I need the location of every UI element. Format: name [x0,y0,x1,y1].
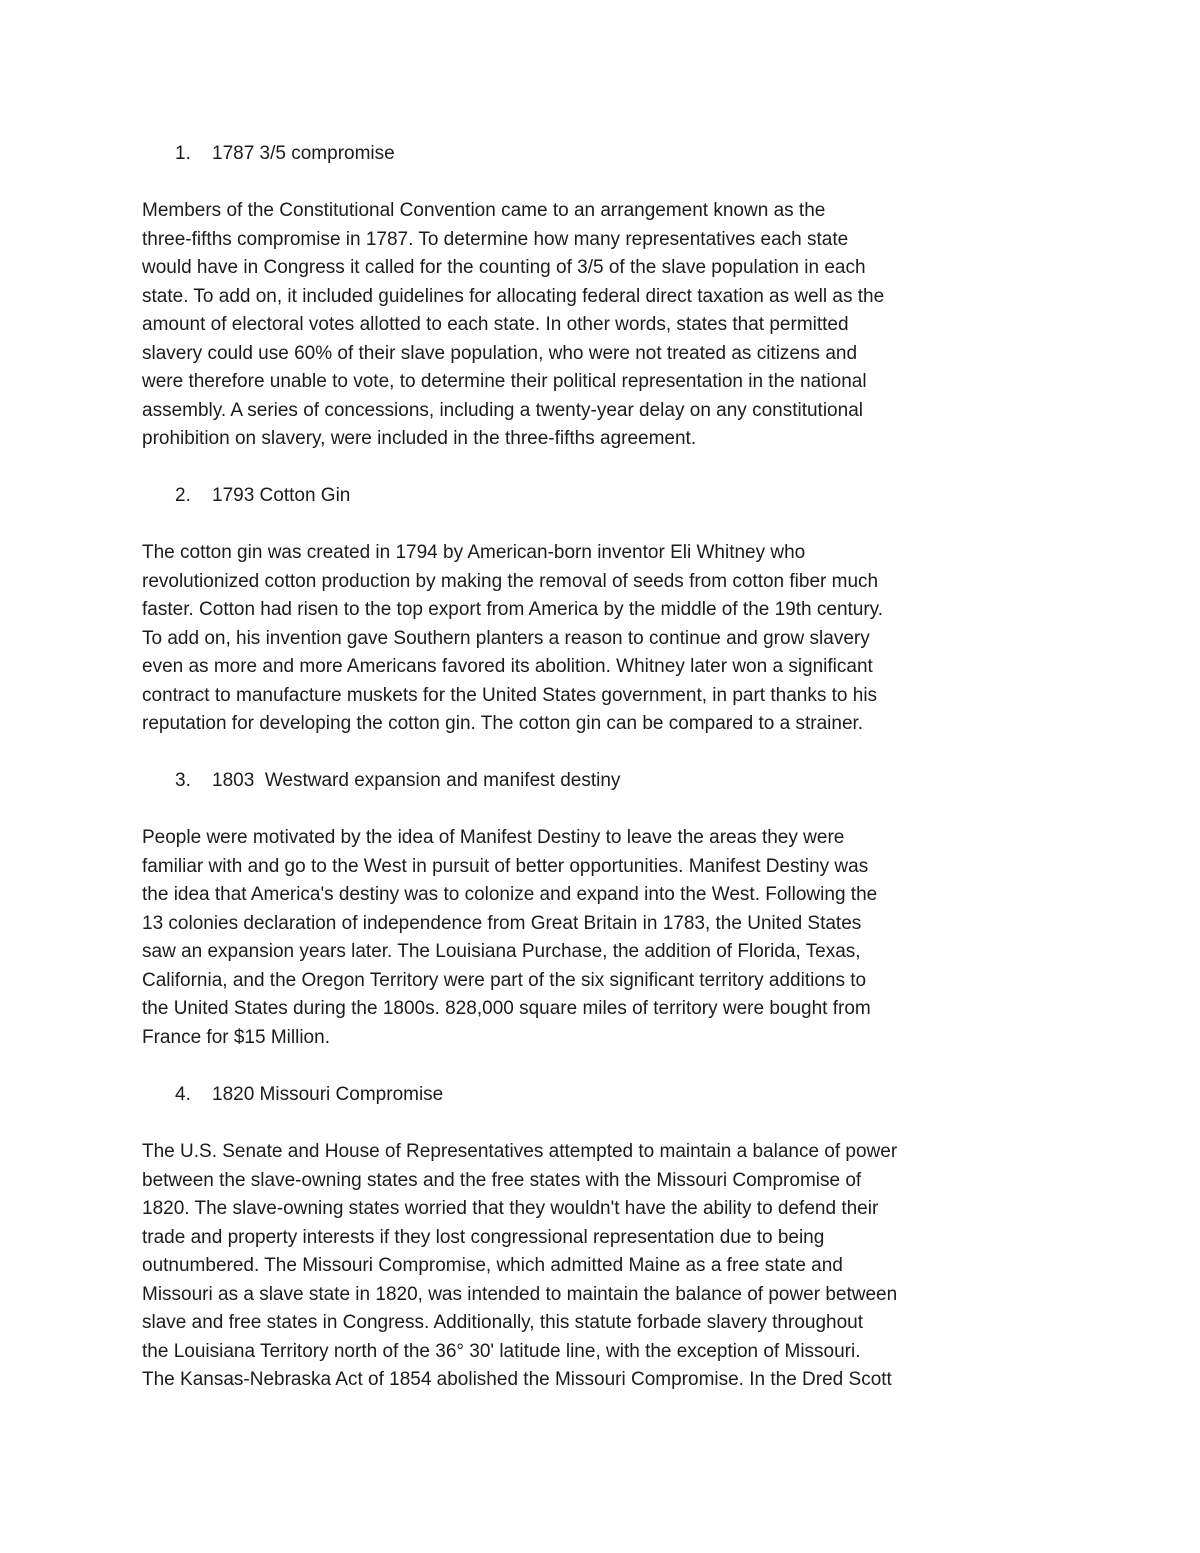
text-line: slave and free states in Congress. Additionally, this statute forbade slavery throughout [142,1312,864,1333]
text-line: To add on, his invention gave Southern planters a reason to continue and grow slavery [142,627,870,649]
text-line: even as more and more Americans favored its abolition. Whitney later won a significant [142,656,873,677]
section-paragraph-1 [142,197,884,454]
text-line: slavery could use 60% of their slave population, who were not treated as citizens and [142,342,858,364]
text-line: amount of electoral votes allotted to each state. In other words, states that permitted [142,314,849,335]
section-number: 3. [175,770,191,791]
section-title: 1820 Missouri Compromise [212,1084,444,1105]
text-line: familiar with and go to the West in pursuit of better opportunities. Manifest Destiny was [142,855,869,877]
text-line: Missouri as a slave state in 1820, was intended to maintain the balance of power between [142,1283,898,1305]
text-line: contract to manufacture muskets for the United States government, in part thanks to his [142,684,878,706]
text-line: state. To add on, it included guidelines for allocating federal direct taxation as well as the [142,285,885,307]
text-line: assembly. A series of concessions, including a twenty-year delay on any constitutional [142,399,863,421]
text-line: People were motivated by the idea of Manifest Destiny to leave the areas they were [142,827,845,848]
section-title: 1803 Westward expansion and manifest destiny [212,770,621,791]
section-number: 1. [175,143,191,164]
text-line: Members of the Constitutional Convention came to an arrangement known as the [142,200,826,221]
text-line: the idea that America's destiny was to colonize and expand into the West. Following the [142,884,878,905]
section-heading-1 [175,140,395,168]
text-line: three-fifths compromise in 1787. To determine how many representatives each state [142,228,849,250]
section-title: 1787 3/5 compromise [212,143,395,164]
text-line: California, and the Oregon Territory were part of the six significant territory additions to [142,969,867,991]
text-line: The cotton gin was created in 1794 by American-born inventor Eli Whitney who [142,542,806,563]
section-paragraph-2 [142,539,883,739]
section-title: 1793 Cotton Gin [212,485,351,506]
section-paragraph-4 [142,1138,897,1395]
text-line: revolutionized cotton production by making the removal of seeds from cotton fiber much [142,570,879,592]
text-line: outnumbered. The Missouri Compromise, which admitted Maine as a free state and [142,1255,843,1276]
text-line: The Kansas-Nebraska Act of 1854 abolished the Missouri Compromise. In the Dred Scott [142,1369,892,1390]
text-line: saw an expansion years later. The Louisiana Purchase, the addition of Florida, Texas, [142,941,861,962]
section-heading-4 [175,1081,443,1109]
text-line: would have in Congress it called for the counting of 3/5 of the slave population in each [142,257,866,278]
text-line: faster. Cotton had risen to the top export from America by the middle of the 19th century. [142,599,884,620]
text-line: trade and property interests if they lost congressional representation due to being [142,1226,825,1248]
text-line: prohibition on slavery, were included in the three-fifths agreement. [142,428,697,449]
text-line: 13 colonies declaration of independence from Great Britain in 1783, the United States [142,912,862,934]
text-line: 1820. The slave-owning states worried that they wouldn't have the ability to defend their [142,1198,879,1219]
text-line: were therefore unable to vote, to determine their political representation in the national [142,371,867,392]
text-line: reputation for developing the cotton gin. The cotton gin can be compared to a strainer. [142,713,864,734]
text-line: The U.S. Senate and House of Representatives attempted to maintain a balance of power [142,1141,898,1162]
text-line: the United States during the 1800s. 828,000 square miles of territory were bought from [142,998,871,1019]
text-line: the Louisiana Territory north of the 36° 30' latitude line, with the exception of Missouri. [142,1340,861,1362]
section-heading-2 [175,482,350,510]
section-paragraph-3 [142,824,877,1052]
section-heading-3 [175,767,620,795]
text-line: France for $15 Million. [142,1026,330,1048]
section-number: 2. [175,485,191,506]
text-line: between the slave-owning states and the free states with the Missouri Compromise of [142,1169,862,1191]
section-number: 4. [175,1084,191,1105]
